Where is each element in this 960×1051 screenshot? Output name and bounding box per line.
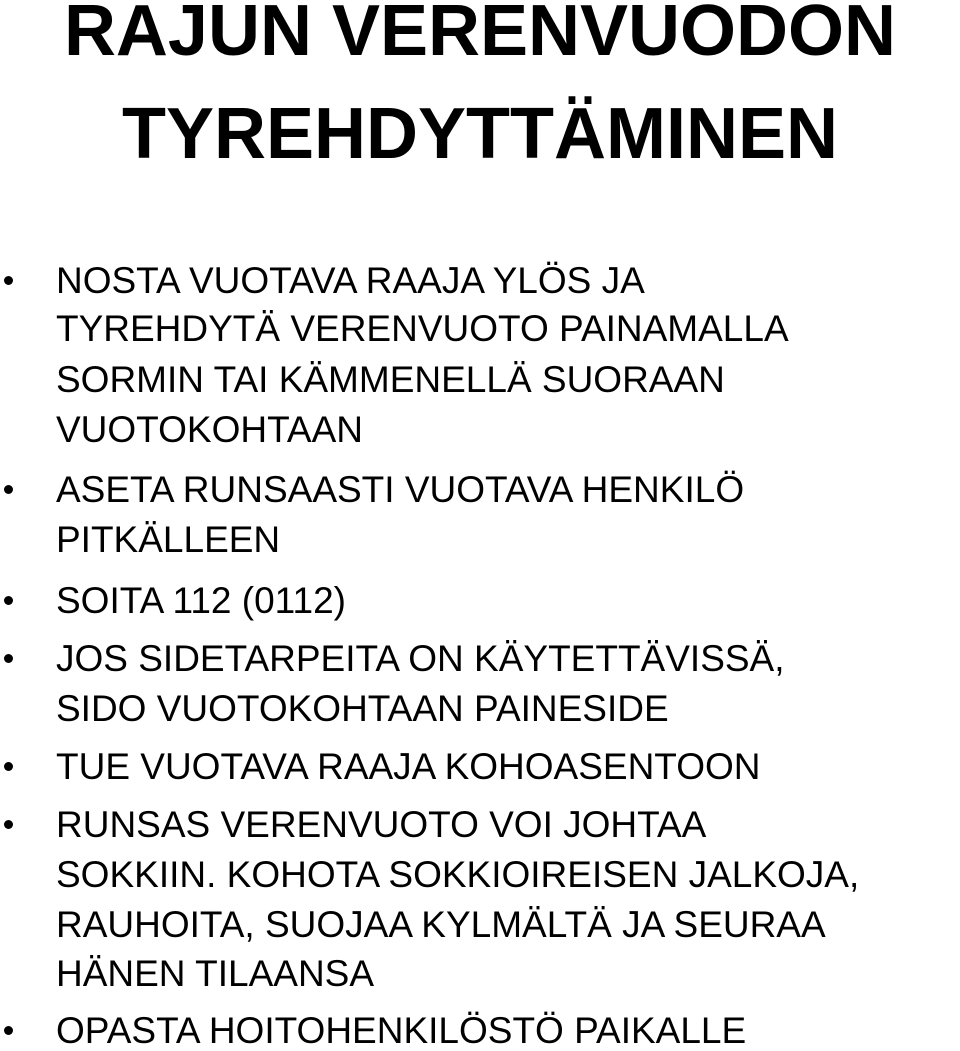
list-item-text: JOS SIDETARPEITA ON KÄYTETTÄVISSÄ,: [56, 638, 785, 679]
bullet-icon: [4, 762, 13, 771]
list-item-text: NOSTA VUOTAVA RAAJA YLÖS JA: [56, 260, 645, 301]
bullet-icon: [4, 276, 13, 285]
list-item-text: RUNSAS VERENVUOTO VOI JOHTAA: [56, 804, 707, 845]
list-item-text: PITKÄLLEEN: [56, 519, 281, 560]
list-item-text: HÄNEN TILAANSA: [56, 953, 375, 994]
list-item-text: SOITA 112 (0112): [56, 580, 346, 621]
list-item-text: SOKKIIN. KOHOTA SOKKIOIREISEN JALKOJA,: [56, 854, 860, 895]
list-item-text: RAUHOITA, SUOJAA KYLMÄLTÄ JA SEURAA: [56, 904, 826, 945]
bullet-icon: [4, 596, 13, 605]
bullet-icon: [4, 485, 13, 494]
list-item-text: SORMIN TAI KÄMMENELLÄ SUORAAN: [56, 359, 725, 400]
bullet-icon: [4, 1026, 13, 1035]
bullet-icon: [4, 820, 13, 829]
list-item-text: ASETA RUNSAASTI VUOTAVA HENKILÖ: [56, 469, 745, 510]
list-item-text: OPASTA HOITOHENKILÖSTÖ PAIKALLE: [56, 1010, 747, 1051]
list-item-text: SIDO VUOTOKOHTAAN PAINESIDE: [56, 688, 669, 729]
page-title-line-2: TYREHDYTTÄMINEN: [122, 94, 838, 174]
list-item-text: TYREHDYTÄ VERENVUOTO PAINAMALLA: [56, 308, 789, 349]
list-item-text: TUE VUOTAVA RAAJA KOHOASENTOON: [56, 746, 761, 787]
page-title-line-1: RAJUN VERENVUODON: [63, 0, 897, 71]
list-item-text: VUOTOKOHTAAN: [56, 409, 364, 450]
bullet-icon: [4, 654, 13, 663]
